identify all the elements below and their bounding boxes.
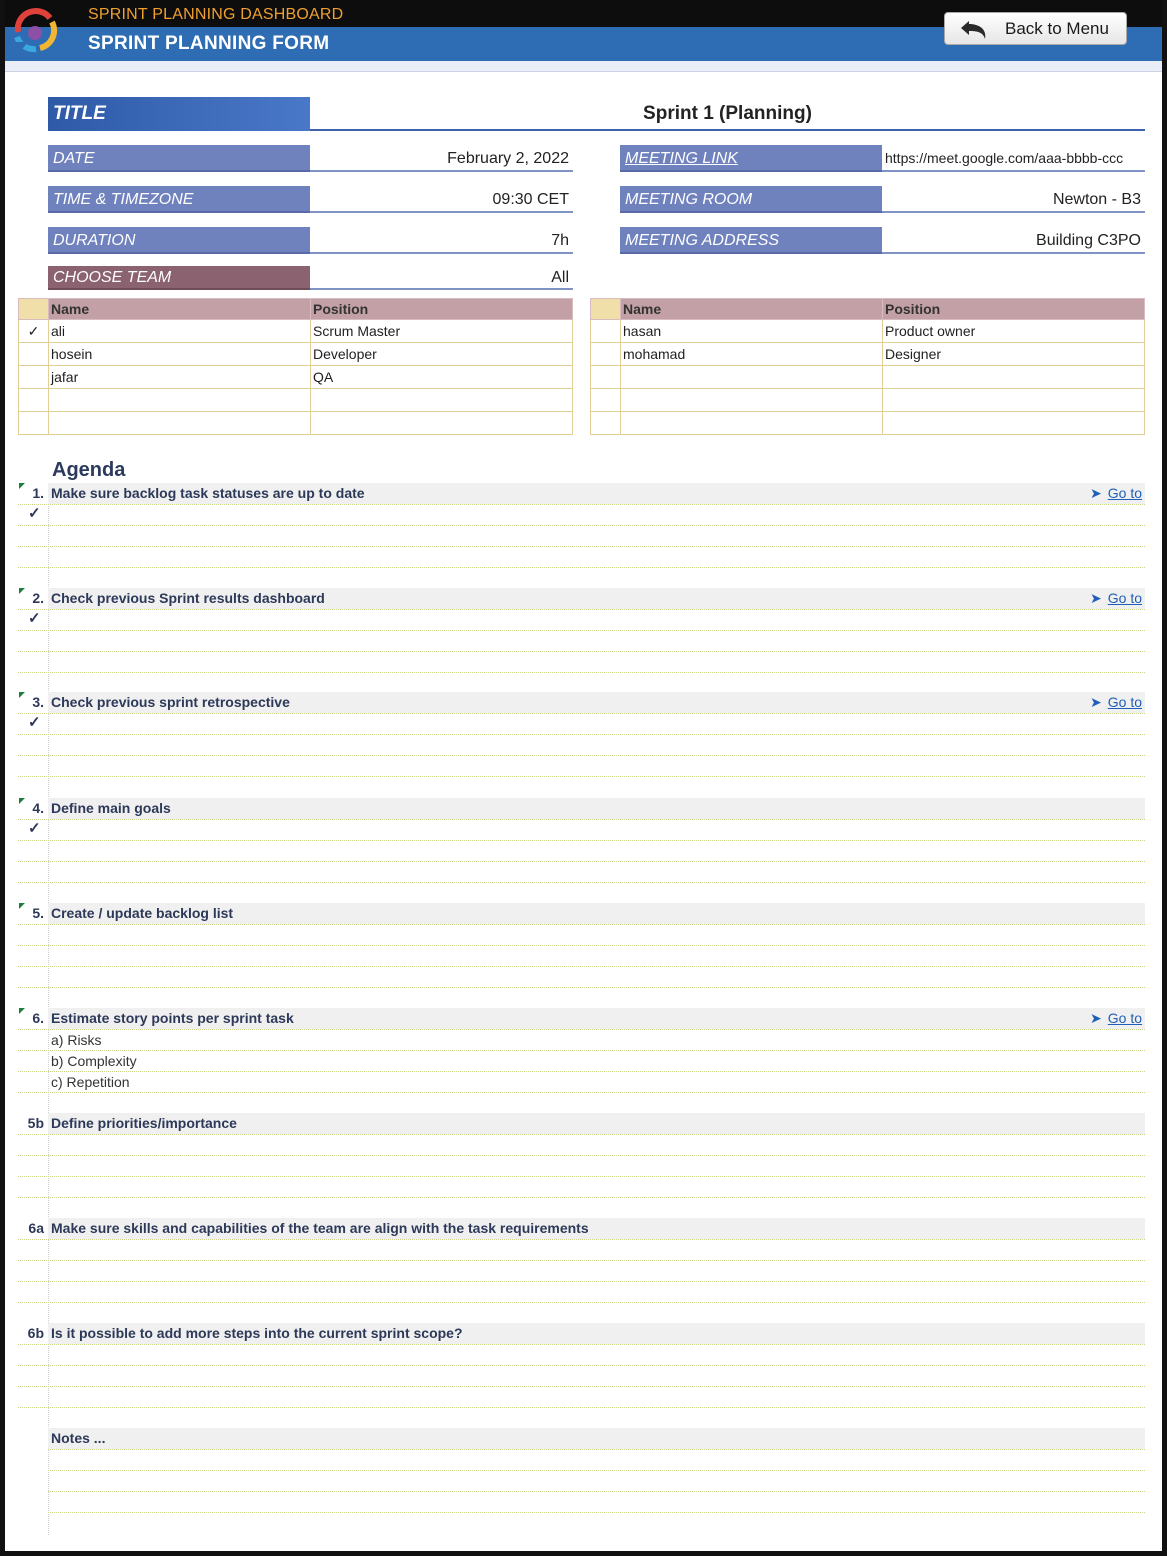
- member-name[interactable]: ali: [49, 320, 311, 343]
- position-header: Position: [311, 299, 573, 320]
- agenda-item-title[interactable]: Define priorities/importance: [51, 1115, 237, 1131]
- agenda-item-title[interactable]: Check previous sprint retrospective: [51, 694, 290, 710]
- choose-team-label: CHOOSE TEAM: [48, 266, 310, 290]
- agenda-item-number: 5b: [27, 1115, 44, 1131]
- meeting-link-label[interactable]: MEETING LINK: [620, 145, 882, 172]
- checkmark-icon[interactable]: ✓: [28, 714, 41, 731]
- date-value[interactable]: February 2, 2022: [310, 145, 573, 172]
- member-position[interactable]: Product owner: [883, 320, 1145, 343]
- agenda-item-title[interactable]: Make sure backlog task statuses are up to date: [51, 485, 365, 501]
- meeting-link-value[interactable]: https://meet.google.com/aaa-bbbb-ccc: [882, 145, 1145, 172]
- date-label: DATE: [48, 145, 310, 172]
- agenda-item-number: 6.: [32, 1010, 44, 1026]
- agenda-item-number: 2.: [32, 590, 44, 606]
- goto-label: Go to: [1107, 590, 1142, 606]
- arrow-right-icon: ➤: [1090, 485, 1102, 501]
- choose-team-select[interactable]: All: [310, 266, 573, 290]
- agenda-subitem: a) Risks: [51, 1032, 102, 1048]
- agenda-subitem: b) Complexity: [51, 1053, 137, 1069]
- meeting-room-value[interactable]: Newton - B3: [882, 186, 1145, 213]
- goto-label: Go to: [1107, 694, 1142, 710]
- meeting-room-label: MEETING ROOM: [620, 186, 882, 213]
- member-name[interactable]: jafar: [49, 366, 311, 389]
- title-label: TITLE: [48, 97, 310, 131]
- title-value[interactable]: Sprint 1 (Planning): [310, 97, 1145, 131]
- position-header: Position: [883, 299, 1145, 320]
- member-name[interactable]: hosein: [49, 343, 311, 366]
- member-name[interactable]: hasan: [621, 320, 883, 343]
- form-title: SPRINT PLANNING FORM: [88, 33, 330, 54]
- agenda-subitem: c) Repetition: [51, 1074, 130, 1090]
- agenda-item-title[interactable]: Define main goals: [51, 800, 171, 816]
- member-name[interactable]: mohamad: [621, 343, 883, 366]
- name-header: Name: [49, 299, 311, 320]
- agenda-item-title[interactable]: Estimate story points per sprint task: [51, 1010, 294, 1026]
- dashboard-title: SPRINT PLANNING DASHBOARD: [88, 6, 344, 23]
- back-button-label: Back to Menu: [1005, 18, 1109, 38]
- duration-value[interactable]: 7h: [310, 227, 573, 254]
- row-check[interactable]: ✓: [19, 320, 49, 343]
- goto-label: Go to: [1107, 1010, 1142, 1026]
- time-label: TIME & TIMEZONE: [48, 186, 310, 213]
- time-value[interactable]: 09:30 CET: [310, 186, 573, 213]
- arrow-right-icon: ➤: [1090, 694, 1102, 710]
- name-header: Name: [621, 299, 883, 320]
- arrow-right-icon: ➤: [1090, 1010, 1102, 1026]
- duration-label: DURATION: [48, 227, 310, 254]
- member-position[interactable]: Scrum Master: [311, 320, 573, 343]
- goto-label: Go to: [1107, 485, 1142, 501]
- agenda-item-number: 6a: [28, 1220, 44, 1236]
- meeting-address-value[interactable]: Building C3PO: [882, 227, 1145, 254]
- agenda-item-number: 6b: [27, 1325, 44, 1341]
- agenda-item-title[interactable]: Check previous Sprint results dashboard: [51, 590, 325, 606]
- member-position[interactable]: Designer: [883, 343, 1145, 366]
- agenda-item-title[interactable]: Notes ...: [51, 1430, 106, 1446]
- meeting-address-label: MEETING ADDRESS: [620, 227, 882, 254]
- checkmark-icon[interactable]: ✓: [28, 610, 41, 627]
- agenda-item-number: 3.: [32, 694, 44, 710]
- agenda-item-title[interactable]: Create / update backlog list: [51, 905, 234, 921]
- member-position[interactable]: Developer: [311, 343, 573, 366]
- checkmark-icon[interactable]: ✓: [28, 820, 41, 837]
- member-position[interactable]: QA: [311, 366, 573, 389]
- agenda-item-number: 1.: [32, 485, 44, 501]
- agenda-item-number: 4.: [32, 800, 44, 816]
- agenda-item-title[interactable]: Make sure skills and capabilities of the team are align with the task requirements: [51, 1220, 589, 1236]
- agenda-item-number: 5.: [32, 905, 44, 921]
- arrow-right-icon: ➤: [1090, 590, 1102, 606]
- checkmark-icon[interactable]: ✓: [28, 505, 41, 522]
- agenda-item-title[interactable]: Is it possible to add more steps into the current sprint scope?: [51, 1325, 463, 1341]
- agenda-title: Agenda: [52, 459, 126, 481]
